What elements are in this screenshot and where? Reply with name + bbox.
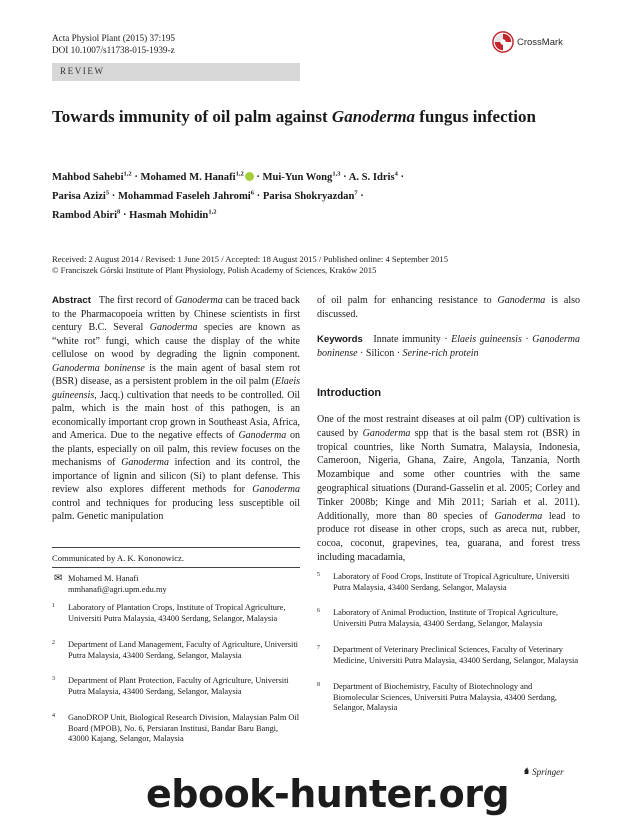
abstract-text bbox=[52, 294, 300, 524]
author[interactable]: Parisa Azizi$^5$ bbox=[52, 189, 110, 202]
title-part2: fungus infection bbox=[415, 107, 536, 126]
title-part1: Towards immunity of oil palm against bbox=[52, 107, 332, 126]
history-dates: Received: 2 August 2014 / Revised: 1 June 2015 / Accepted: 18 August 2015 / Published online: 4 September 2015 bbox=[52, 254, 448, 264]
affiliation-8 bbox=[317, 682, 579, 714]
affiliation-2 bbox=[52, 640, 300, 661]
author[interactable]: Rambod Abiri$^8$ bbox=[52, 208, 121, 221]
author[interactable]: Mohamed M. Hanafi$^{1,2}$ bbox=[140, 170, 244, 183]
affiliation-1 bbox=[52, 603, 300, 624]
section-label: REVIEW bbox=[60, 66, 105, 76]
doi-line: DOI 10.1007/s11738-015-1939-z bbox=[52, 45, 175, 55]
affiliation-number: 1 bbox=[52, 603, 55, 609]
author[interactable]: Hasmah Mohidin$^{1,2}$ bbox=[129, 208, 217, 221]
affiliation-text: Department of Biochemistry, Faculty of Biotechnology and Biomolecular Sciences, Universiti Putra Malaysia, 43400 Serdang, Selangor, Malaysia bbox=[333, 682, 557, 713]
publisher-name: Springer bbox=[532, 766, 564, 777]
affiliation-4 bbox=[52, 713, 300, 745]
journal-citation bbox=[52, 32, 175, 56]
affiliation-text: Department of Plant Protection, Faculty of Agriculture, Universiti Putra Malaysia, 43400 Serdang, Selangor, Malaysia bbox=[68, 676, 289, 696]
title-italic: Ganoderma bbox=[331, 107, 416, 126]
journal-line: Acta Physiol Plant (2015) 37:195 bbox=[52, 33, 176, 43]
affiliation-text: Laboratory of Food Crops, Institute of Tropical Agriculture, Universiti Putra Malaysia, 43400 Serdang, Selangor, Malaysia bbox=[333, 572, 570, 592]
affiliation-number: 5 bbox=[317, 572, 320, 578]
keywords bbox=[317, 333, 580, 360]
affiliation-text: GanoDROP Unit, Biological Research Division, Malaysian Palm Oil Board (MPOB), No. 6, Persiaran Institusi, Bandar Baru Bangi, 43000 Kajang, Selangor, Malaysia bbox=[68, 713, 300, 744]
author-list: Mahbod Sahebi$^{1,2}$ · Mohamed M. Hanafi$^{1,2}$ · Mui-Yun Wong$^{1,3}$ · A. S. Idris$^4$ · Parisa Azizi$^5$ · Mohammad Faseleh Jahromi$^6$ · Parisa Shokryazdan$^7$ · Rambod Abiri$^8$ · Hasmah Mohidin$^{1,2}$ bbox=[52, 170, 405, 221]
watermark: ebook-hunter.org bbox=[146, 772, 510, 816]
abstract-continuation: of oil palm for enhancing resistance to Ganoderma is also discussed. bbox=[317, 295, 581, 320]
crossmark-label: CrossMark bbox=[517, 36, 563, 48]
introduction-text: One of the most restraint diseases at oil palm (OP) cultivation is caused by Ganoderma spp that is the basal stem rot (BSR) in tropical countries, like North Sumatra, Malaysia, Indonesia, Cameroon, Nigeria, Ghana, Zaire, Angola, Tanzania, North Mozambique and some other countries with the same geographical situations (Durand-Gasselin et al. 2005; Corley and Tinker 2008b; Kinge and Mih 2011; Sariah et al. 2011). Additionally, more than 80 species of Ganoderma lead to produce rot disease in other crops, such as areca nut, rubber, cocoa, coconut, grapevines, tea, guarana, and forest tress including macadamia, bbox=[317, 414, 581, 563]
affiliation-text: Laboratory of Plantation Crops, Institute of Tropical Agriculture, Universiti Putra Malaysia, 43400 Serdang, Selangor, Malaysia bbox=[68, 603, 286, 623]
affiliation-number: 4 bbox=[52, 713, 55, 719]
author[interactable]: Parisa Shokryazdan$^7$ bbox=[262, 189, 358, 202]
keywords-list: Innate immunity · Elaeis guineensis · Ganoderma boninense · Silicon · Serine-rich protein bbox=[317, 334, 580, 359]
affiliation-number: 6 bbox=[317, 608, 320, 614]
footnote-rule-2 bbox=[52, 567, 300, 568]
section-banner bbox=[52, 63, 300, 81]
correspondence bbox=[52, 574, 300, 595]
communicated-by: Communicated by A. K. Kononowicz. bbox=[52, 553, 184, 563]
abstract-body: The first record of Ganoderma can be traced back to the Pharmacopoeia written by Chinese scientists in first century B.C. Several Ganoderma species are known as “white rot” fungi, which cause the display of the white cellulose on wood by degrading the lignin component. Ganoderma boninense is the main agent of basal stem rot (BSR) disease, as a persistent problem in the oil palm (Elaeis guineensis, Jacq.) cultivation that needs to be controlled. Oil palm, which is the main host of this pathogen, is an economically important crop grown in Southeast Asia, Africa, and America. Due to the negative effects of Ganoderma on the plants, especially on oil palm, this review focuses on the mechanisms of Ganoderma infection and its control, the importance of lignin and silicon (Si) to plant defense. This review also explores different methods for Ganoderma control and techniques for producing less susceptible oil palm. Genetic manipulation bbox=[52, 295, 301, 522]
correspondence-name: Mohamed M. Hanafi bbox=[68, 574, 139, 583]
author[interactable]: Mahbod Sahebi$^{1,2}$ bbox=[52, 170, 132, 183]
affiliation-number: 8 bbox=[317, 682, 320, 688]
author[interactable]: Mui-Yun Wong$^{1,3}$ bbox=[262, 170, 341, 183]
abstract-heading: Abstract bbox=[52, 295, 91, 306]
affiliation-number: 2 bbox=[52, 640, 55, 646]
affiliation-text: Department of Veterinary Preclinical Sciences, Faculty of Veterinary Medicine, Universiti Putra Malaysia, 43400 Serdang, Selangor, Malaysia bbox=[333, 645, 579, 665]
author[interactable]: Mohammad Faseleh Jahromi$^6$ bbox=[117, 189, 254, 202]
affiliation-6 bbox=[317, 608, 579, 629]
author[interactable]: A. S. Idris$^4$ bbox=[348, 170, 398, 183]
affiliation-text: Laboratory of Animal Production, Institute of Tropical Agriculture, Universiti Putra Malaysia, 43400 Serdang, Selangor, Malaysia bbox=[333, 608, 558, 628]
springer-horse-icon: ♞ bbox=[522, 766, 531, 776]
affiliation-3 bbox=[52, 676, 300, 697]
affiliation-text: Department of Land Management, Faculty of Agriculture, Universiti Putra Malaysia, 43400 Serdang, Selangor, Malaysia bbox=[68, 640, 299, 660]
article-history bbox=[52, 254, 582, 276]
copyright-line: © Franciszek Górski Institute of Plant Physiology, Polish Academy of Sciences, Kraków 2015 bbox=[52, 265, 377, 275]
correspondence-email[interactable]: mmhanafi@agri.upm.edu.my bbox=[68, 584, 167, 594]
affiliation-7 bbox=[317, 645, 579, 666]
affiliation-5 bbox=[317, 572, 579, 593]
introduction-heading: Introduction bbox=[317, 387, 382, 399]
affiliation-number: 3 bbox=[52, 676, 55, 682]
crossmark-icon bbox=[492, 31, 514, 53]
crossmark-badge[interactable] bbox=[492, 31, 574, 53]
footnote-rule bbox=[52, 547, 300, 548]
abstract-section bbox=[52, 294, 300, 524]
right-column bbox=[317, 294, 580, 565]
affiliation-number: 7 bbox=[317, 645, 320, 651]
article-title bbox=[52, 107, 572, 127]
orcid-icon[interactable] bbox=[245, 172, 254, 181]
keywords-heading: Keywords bbox=[317, 334, 363, 345]
envelope-icon: ✉ bbox=[54, 573, 63, 584]
